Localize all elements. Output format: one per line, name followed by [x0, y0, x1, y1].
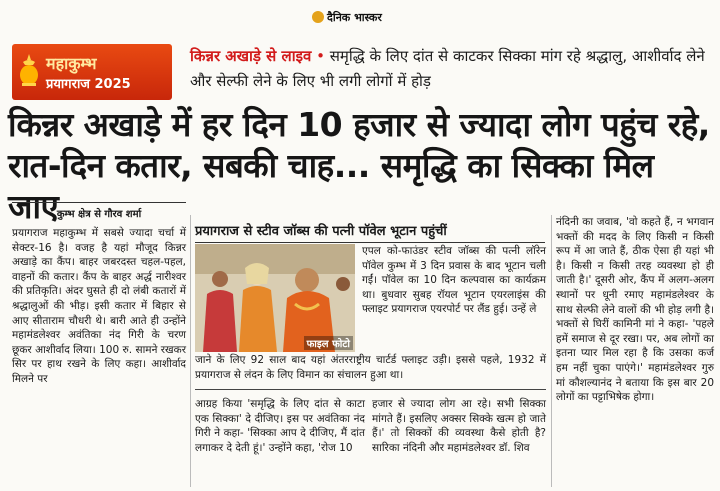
- deck-strap: [190, 44, 714, 94]
- news-photo: [195, 244, 355, 352]
- column-divider: [551, 215, 552, 487]
- byline: कुम्भ क्षेत्र से गौरव शर्मा: [12, 202, 186, 220]
- kalash-icon: [18, 52, 40, 88]
- sub-story-heading: प्रयागराज से स्टीव जॉब्स की पत्नी पॉवेल भूटान पहुंचीं: [195, 221, 545, 243]
- logo-subtitle: प्रयागराज 2025: [46, 77, 131, 92]
- sun-logo-icon: [312, 11, 324, 23]
- sub-story-text: एपल को-फाउंडर स्टीव जॉब्स की पत्नी लॉरेन पॉवेल कुम्भ में 3 दिन प्रवास के बाद भूटान चली गईं। पॉवेल का 10 दिन कल्पवास का कार्यक्रम था। बुधवार सुबह रॉयल भूटान एयरलाइंस की फ्लाइट प्रयागराज एयरपोर्ट पर लैंड हुई। उन्हें ले: [362, 245, 546, 316]
- masthead: [0, 0, 720, 40]
- photo-caption: फाइल फोटो: [304, 336, 353, 350]
- deck-label: किन्नर अखाड़े से लाइव: [190, 47, 312, 65]
- column-divider: [190, 215, 191, 487]
- article-column-4: नंदिनी का जवाब, 'वो कहते हैं, न भगवान भक्तों की मदद के लिए किसी न किसी रूप में आ जाते हैं, ठीक ऐसा ही यहां भी है। किसी न किसी तरह व्यवस्था हो ही जाती है।' दूसरी ओर, कैंप में अलग-अलग स्थानों पर धूनी रमाए महामंडलेश्वर के साथ सेल्फी लेने वालों की भी होड़ लगी है। भक्तों से घिरीं कामिनी मां ने कहा- 'पहले हमें समाज से दूर रखा। पर, अब लोगों का इतना प्यार मिल रहा है कि उसका कर्ज हम नहीं चुका पाएंगे।' महामंडलेश्वर गुरु मां कौशल्यानंद ने बताया कि इस बार 20 लोगों का पट्टाभिषेक होगा।: [556, 216, 714, 404]
- deck-bullet: •: [316, 47, 325, 65]
- section-rule: [195, 389, 546, 390]
- mahakumbh-logo: [12, 44, 172, 100]
- article-column-3: हजार से ज्यादा लोग आ रहे। सभी सिक्का मांगते हैं। इसलिए अक्सर सिक्के खत्म हो जाते हैं।' तो सिक्कों की व्यवस्था कैसे होती है? सारिका नंदिनी और महामंडलेश्वर डॉ. शिव: [372, 398, 546, 454]
- headline-line-2: रात-दिन कतार, सबकी चाह... समृद्धि का सिक्का मिल जाए: [8, 146, 654, 226]
- sub-story-text-continued: जाने के लिए 92 साल बाद यहां अंतरराष्ट्रीय चार्टर्ड फ्लाइट उड़ी। इससे पहले, 1932 में प्रयागराज से लंदन के लिए विमान का संचालन हुआ था।: [195, 354, 546, 381]
- deck-text: समृद्धि के लिए दांत से काटकर सिक्का मांग रहे श्रद्धालु, आशीर्वाद लेने और सेल्फी लेने के लिए भी लगी लोगों में होड़: [190, 47, 705, 90]
- article-column-2: आग्रह किया 'समृद्धि के लिए दांत से काटा एक सिक्का' दे दीजिए। इस पर अवंतिका नंद गिरी ने कहा- 'सिक्का आप दे दीजिए, मैं दांत लगाकर दे देती हूं।' उन्होंने कहा, 'रोज 10: [195, 398, 365, 454]
- headline-line-1: किन्नर अखाड़े में हर दिन 10 हजार से ज्यादा लोग पहुंच रहे,: [8, 105, 710, 144]
- brand-name: दैनिक भास्कर: [327, 11, 382, 24]
- newspaper-brand: [312, 10, 382, 25]
- article-column-1: प्रयागराज महाकुम्भ में सबसे ज्यादा चर्चा में सेक्टर-16 है। वजह है यहां मौजूद किन्नर अखाड़े का कैंप। बाहर जबरदस्त चहल-पहल, वाहनों की कतार। कैंप के बाहर अर्द्ध नारीश्वर की प्रतिकृति। अंदर घुसते ही दो लंबी कतारों में श्रद्धालुओं की भीड़। इसी कतार में बिहार से आए सीताराम चौधरी थे। बारी आते ही उन्होंने महामंडलेश्वर अवंतिका नंद गिरी के चरण छूकर आशीर्वाद लिया। 100 रु. सामने रखकर सिर पर हाथ रखने के लिए कहा। आशीर्वाद मिलने पर: [12, 227, 186, 385]
- logo-title: महाकुम्भ: [46, 54, 97, 73]
